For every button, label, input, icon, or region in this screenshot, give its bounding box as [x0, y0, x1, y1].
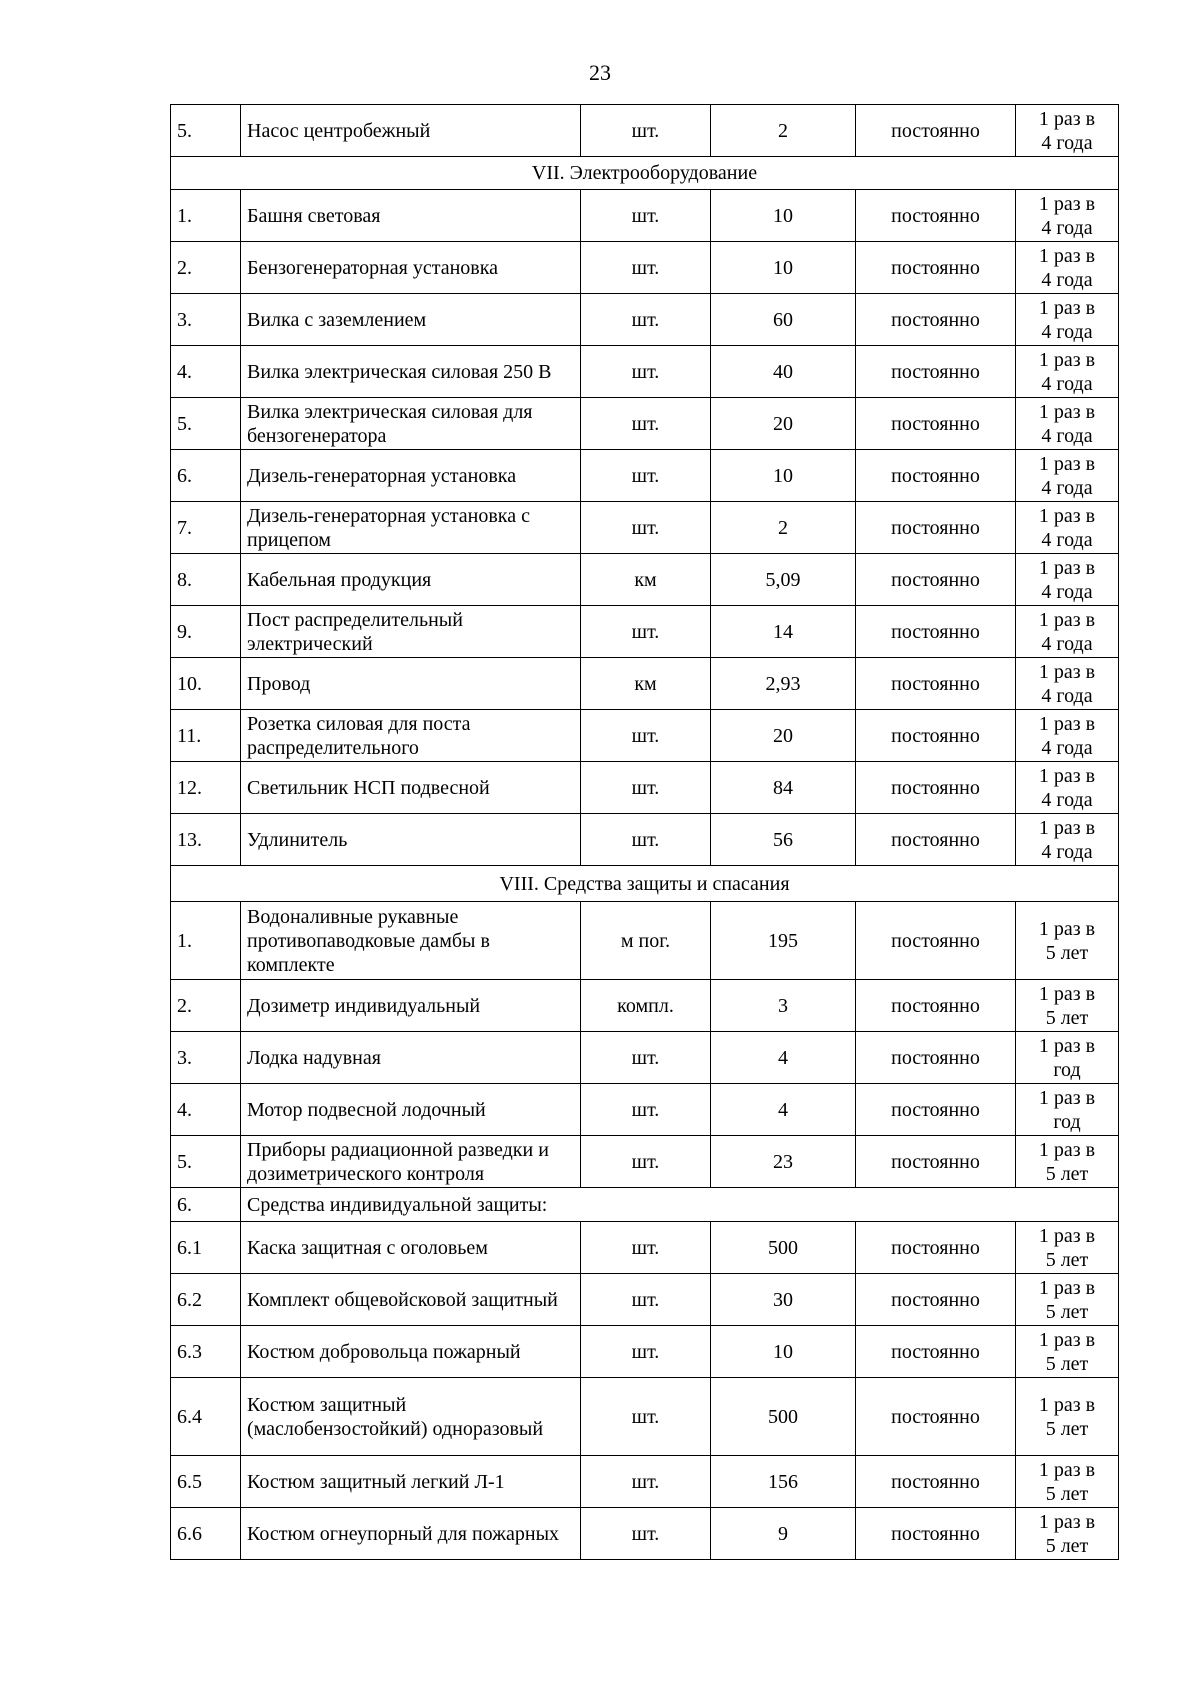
table-row [171, 1084, 1119, 1136]
row-number: 1. [171, 190, 241, 242]
table-row [171, 1508, 1119, 1560]
quantity-cell: 2,93 [711, 658, 856, 710]
table-row [171, 554, 1119, 606]
table-row [171, 762, 1119, 814]
period-cell [1016, 450, 1119, 502]
quantity-cell: 500 [711, 1378, 856, 1456]
quantity-cell: 195 [711, 902, 856, 980]
section-header-row [171, 866, 1119, 902]
table-row [171, 980, 1119, 1032]
table-body [171, 105, 1119, 1560]
row-number: 10. [171, 658, 241, 710]
item-name: Костюм защитный легкий Л-1 [241, 1456, 581, 1508]
usage-mode-cell: постоянно [856, 658, 1016, 710]
unit-cell: шт. [581, 1222, 711, 1274]
unit-cell: шт. [581, 1378, 711, 1456]
item-name: Мотор подвесной лодочный [241, 1084, 581, 1136]
unit-cell: шт. [581, 710, 711, 762]
table-row [171, 1456, 1119, 1508]
period-line: 1 раз в [1038, 1328, 1096, 1351]
period-cell [1016, 710, 1119, 762]
row-number: 6.1 [171, 1222, 241, 1274]
period-line: 5 лет [1045, 1534, 1089, 1557]
quantity-cell: 5,09 [711, 554, 856, 606]
quantity-cell: 2 [711, 502, 856, 554]
unit-cell: шт. [581, 346, 711, 398]
item-name: Костюм огнеупорный для пожарных [241, 1508, 581, 1560]
period-cell [1016, 294, 1119, 346]
usage-mode-cell: постоянно [856, 105, 1016, 157]
row-number: 6.2 [171, 1274, 241, 1326]
period-cell [1016, 902, 1119, 980]
row-number: 4. [171, 346, 241, 398]
unit-cell: компл. [581, 980, 711, 1032]
unit-cell: шт. [581, 105, 711, 157]
table-row [171, 294, 1119, 346]
item-name: Удлинитель [241, 814, 581, 866]
usage-mode-cell: постоянно [856, 1222, 1016, 1274]
quantity-cell: 20 [711, 710, 856, 762]
unit-cell: шт. [581, 1274, 711, 1326]
item-name: Вилка с заземлением [241, 294, 581, 346]
usage-mode-cell: постоянно [856, 814, 1016, 866]
unit-cell: шт. [581, 1084, 711, 1136]
unit-cell: шт. [581, 1136, 711, 1188]
period-line: 1 раз в [1038, 192, 1096, 215]
item-name: Дизель-генераторная установка [241, 450, 581, 502]
table-row [171, 190, 1119, 242]
unit-cell: шт. [581, 398, 711, 450]
period-line: 4 года [1041, 788, 1093, 811]
period-line: 1 раз в [1038, 816, 1096, 839]
row-number: 4. [171, 1084, 241, 1136]
row-number: 3. [171, 1032, 241, 1084]
period-line: 4 года [1041, 268, 1093, 291]
unit-cell: шт. [581, 1456, 711, 1508]
period-line: 1 раз в [1038, 982, 1096, 1005]
period-cell [1016, 1084, 1119, 1136]
period-line: 5 лет [1045, 1417, 1089, 1440]
table-row [171, 1136, 1119, 1188]
item-name: Насос центробежный [241, 105, 581, 157]
item-name: Вилка электрическая силовая 250 В [241, 346, 581, 398]
table-row [171, 346, 1119, 398]
period-line: 1 раз в [1038, 1393, 1096, 1416]
period-cell [1016, 554, 1119, 606]
period-cell [1016, 398, 1119, 450]
item-name: Пост распределительный электрический [241, 606, 581, 658]
period-line: 1 раз в [1038, 917, 1096, 940]
row-number: 2. [171, 242, 241, 294]
period-line: 1 раз в [1038, 296, 1096, 319]
quantity-cell: 20 [711, 398, 856, 450]
row-number: 13. [171, 814, 241, 866]
table-row [171, 1222, 1119, 1274]
period-line: 4 года [1041, 216, 1093, 239]
unit-cell: м пог. [581, 902, 711, 980]
item-name: Дозиметр индивидуальный [241, 980, 581, 1032]
quantity-cell: 10 [711, 1326, 856, 1378]
period-cell [1016, 980, 1119, 1032]
quantity-cell: 500 [711, 1222, 856, 1274]
unit-cell: шт. [581, 294, 711, 346]
quantity-cell: 14 [711, 606, 856, 658]
usage-mode-cell: постоянно [856, 502, 1016, 554]
usage-mode-cell: постоянно [856, 980, 1016, 1032]
unit-cell: шт. [581, 1508, 711, 1560]
row-number: 6.3 [171, 1326, 241, 1378]
period-line: 1 раз в [1038, 1138, 1096, 1161]
usage-mode-cell: постоянно [856, 294, 1016, 346]
item-name: Провод [241, 658, 581, 710]
usage-mode-cell: постоянно [856, 1274, 1016, 1326]
period-line: 5 лет [1045, 1300, 1089, 1323]
quantity-cell: 156 [711, 1456, 856, 1508]
item-name: Розетка силовая для поста распределительного [241, 710, 581, 762]
unit-cell: шт. [581, 242, 711, 294]
item-name: Кабельная продукция [241, 554, 581, 606]
equipment-table [170, 104, 1119, 1560]
period-line: 1 раз в [1038, 608, 1096, 631]
period-line: 1 раз в [1038, 764, 1096, 787]
table-row [171, 398, 1119, 450]
period-cell [1016, 606, 1119, 658]
item-name: Комплект общевойсковой защитный [241, 1274, 581, 1326]
row-number: 6.4 [171, 1378, 241, 1456]
period-line: 5 лет [1045, 1006, 1089, 1029]
period-line: 5 лет [1045, 1248, 1089, 1271]
period-line: 1 раз в [1038, 400, 1096, 423]
usage-mode-cell: постоянно [856, 346, 1016, 398]
period-line: 4 года [1041, 840, 1093, 863]
usage-mode-cell: постоянно [856, 1136, 1016, 1188]
quantity-cell: 10 [711, 242, 856, 294]
row-number: 6. [171, 1188, 241, 1222]
usage-mode-cell: постоянно [856, 762, 1016, 814]
table-row [171, 1378, 1119, 1456]
period-cell [1016, 502, 1119, 554]
row-number: 6. [171, 450, 241, 502]
period-line: 1 раз в [1038, 1034, 1096, 1057]
period-line: 5 лет [1045, 1162, 1089, 1185]
quantity-cell: 3 [711, 980, 856, 1032]
row-number: 12. [171, 762, 241, 814]
period-line: год [1053, 1110, 1081, 1133]
row-number: 9. [171, 606, 241, 658]
table-row [171, 658, 1119, 710]
period-cell [1016, 242, 1119, 294]
unit-cell: шт. [581, 502, 711, 554]
row-number: 1. [171, 902, 241, 980]
row-number: 3. [171, 294, 241, 346]
quantity-cell: 10 [711, 450, 856, 502]
item-name: Башня световая [241, 190, 581, 242]
usage-mode-cell: постоянно [856, 902, 1016, 980]
period-line: 5 лет [1045, 1482, 1089, 1505]
item-name: Бензогенераторная установка [241, 242, 581, 294]
item-name: Костюм защитный (маслобензостойкий) одноразовый [241, 1378, 581, 1456]
usage-mode-cell: постоянно [856, 1378, 1016, 1456]
row-number: 11. [171, 710, 241, 762]
table-row [171, 1326, 1119, 1378]
unit-cell: шт. [581, 606, 711, 658]
period-cell [1016, 814, 1119, 866]
period-line: 1 раз в [1038, 452, 1096, 475]
usage-mode-cell: постоянно [856, 554, 1016, 606]
usage-mode-cell: постоянно [856, 710, 1016, 762]
unit-cell: шт. [581, 1032, 711, 1084]
section-header-row [171, 157, 1119, 190]
unit-cell: шт. [581, 1326, 711, 1378]
table-row [171, 105, 1119, 157]
period-line: 1 раз в [1038, 107, 1096, 130]
period-line: 1 раз в [1038, 660, 1096, 683]
unit-cell: шт. [581, 450, 711, 502]
usage-mode-cell: постоянно [856, 606, 1016, 658]
item-name: Костюм добровольца пожарный [241, 1326, 581, 1378]
period-line: 4 года [1041, 476, 1093, 499]
period-line: 1 раз в [1038, 504, 1096, 527]
table-row [171, 242, 1119, 294]
period-cell [1016, 1508, 1119, 1560]
unit-cell: шт. [581, 190, 711, 242]
period-line: 1 раз в [1038, 1458, 1096, 1481]
table-row [171, 902, 1119, 980]
period-line: 5 лет [1045, 1352, 1089, 1375]
row-number: 6.6 [171, 1508, 241, 1560]
period-line: 1 раз в [1038, 348, 1096, 371]
row-number: 6.5 [171, 1456, 241, 1508]
quantity-cell: 4 [711, 1084, 856, 1136]
usage-mode-cell: постоянно [856, 1508, 1016, 1560]
unit-cell: шт. [581, 762, 711, 814]
unit-cell: км [581, 554, 711, 606]
usage-mode-cell: постоянно [856, 242, 1016, 294]
quantity-cell: 4 [711, 1032, 856, 1084]
item-name: Светильник НСП подвесной [241, 762, 581, 814]
period-cell [1016, 346, 1119, 398]
table-row [171, 710, 1119, 762]
quantity-cell: 10 [711, 190, 856, 242]
usage-mode-cell: постоянно [856, 190, 1016, 242]
period-line: 1 раз в [1038, 1510, 1096, 1533]
usage-mode-cell: постоянно [856, 1032, 1016, 1084]
period-line: 4 года [1041, 684, 1093, 707]
row-number: 5. [171, 1136, 241, 1188]
table-row [171, 814, 1119, 866]
page-number: 23 [589, 60, 611, 85]
period-cell [1016, 1378, 1119, 1456]
item-name: Приборы радиационной разведки и дозиметрического контроля [241, 1136, 581, 1188]
row-number: 5. [171, 398, 241, 450]
period-cell [1016, 1136, 1119, 1188]
period-line: 5 лет [1045, 941, 1089, 964]
table-row [171, 1274, 1119, 1326]
table-row [171, 606, 1119, 658]
period-line: 4 года [1041, 736, 1093, 759]
period-line: 1 раз в [1038, 1224, 1096, 1247]
quantity-cell: 84 [711, 762, 856, 814]
period-cell [1016, 1222, 1119, 1274]
period-line: год [1053, 1058, 1081, 1081]
table-row [171, 502, 1119, 554]
period-line: 1 раз в [1038, 1276, 1096, 1299]
period-line: 1 раз в [1038, 556, 1096, 579]
item-name: Каска защитная с оголовьем [241, 1222, 581, 1274]
unit-cell: км [581, 658, 711, 710]
period-cell [1016, 190, 1119, 242]
period-cell [1016, 1456, 1119, 1508]
period-cell [1016, 658, 1119, 710]
section-title: VII. Электрооборудование [171, 157, 1119, 190]
period-line: 1 раз в [1038, 1086, 1096, 1109]
quantity-cell: 60 [711, 294, 856, 346]
quantity-cell: 56 [711, 814, 856, 866]
period-line: 4 года [1041, 372, 1093, 395]
period-line: 4 года [1041, 528, 1093, 551]
item-name: Водоналивные рукавные противопаводковые дамбы в комплекте [241, 902, 581, 980]
period-cell [1016, 1326, 1119, 1378]
period-line: 4 года [1041, 632, 1093, 655]
item-name: Дизель-генераторная установка с прицепом [241, 502, 581, 554]
period-cell [1016, 1274, 1119, 1326]
period-line: 4 года [1041, 424, 1093, 447]
period-cell [1016, 105, 1119, 157]
row-number: 8. [171, 554, 241, 606]
quantity-cell: 30 [711, 1274, 856, 1326]
unit-cell: шт. [581, 814, 711, 866]
table-row [171, 1032, 1119, 1084]
section-title: VIII. Средства защиты и спасания [171, 866, 1119, 902]
usage-mode-cell: постоянно [856, 1084, 1016, 1136]
period-line: 1 раз в [1038, 244, 1096, 267]
row-number: 7. [171, 502, 241, 554]
period-cell [1016, 1032, 1119, 1084]
item-name: Вилка электрическая силовая для бензогенератора [241, 398, 581, 450]
quantity-cell: 9 [711, 1508, 856, 1560]
usage-mode-cell: постоянно [856, 1326, 1016, 1378]
period-line: 4 года [1041, 131, 1093, 154]
quantity-cell: 23 [711, 1136, 856, 1188]
group-title: Средства индивидуальной защиты: [241, 1188, 1119, 1222]
period-cell [1016, 762, 1119, 814]
period-line: 4 года [1041, 580, 1093, 603]
quantity-cell: 2 [711, 105, 856, 157]
row-number: 5. [171, 105, 241, 157]
item-name: Лодка надувная [241, 1032, 581, 1084]
usage-mode-cell: постоянно [856, 398, 1016, 450]
period-line: 4 года [1041, 320, 1093, 343]
usage-mode-cell: постоянно [856, 450, 1016, 502]
quantity-cell: 40 [711, 346, 856, 398]
row-number: 2. [171, 980, 241, 1032]
period-line: 1 раз в [1038, 712, 1096, 735]
group-row [171, 1188, 1119, 1222]
table-row [171, 450, 1119, 502]
usage-mode-cell: постоянно [856, 1456, 1016, 1508]
